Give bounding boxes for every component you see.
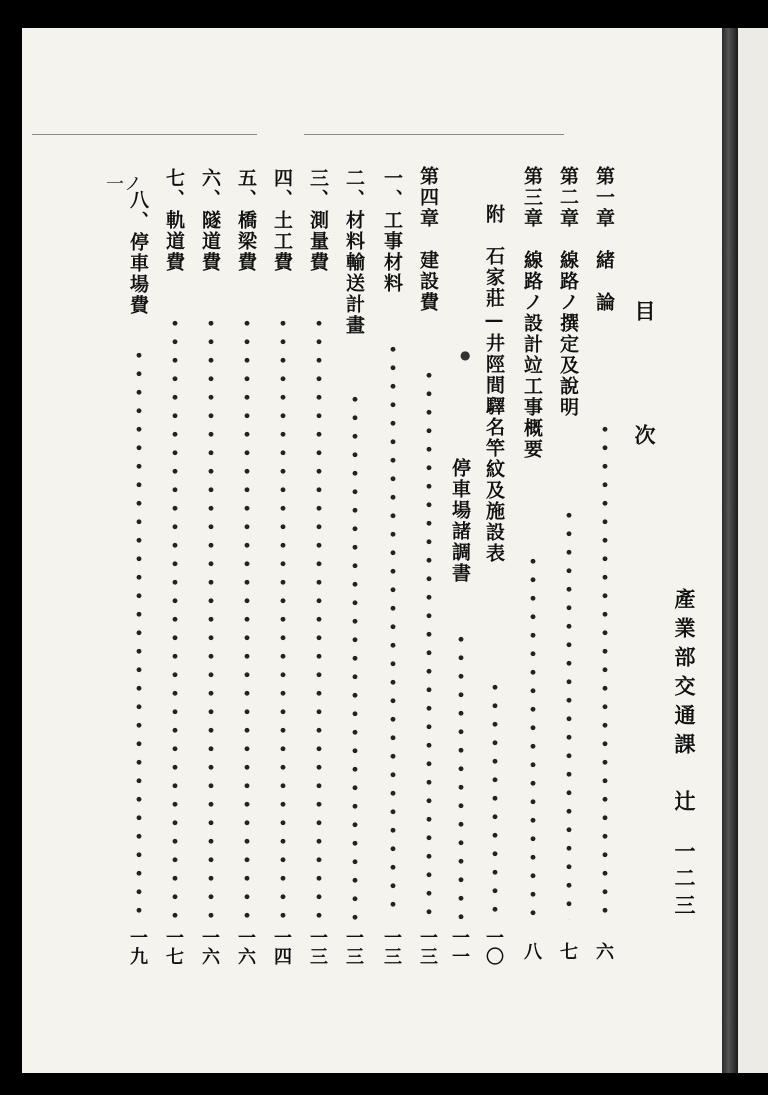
leader-dots — [134, 346, 144, 920]
toc-entry-label: 第三章 線路ノ設計竝工事概要 — [521, 166, 543, 460]
author-number: 一二三 — [672, 840, 697, 921]
toc-entry-label: 第二章 線路ノ撰定及說明 — [557, 166, 579, 418]
ink-mark: ● — [460, 348, 471, 362]
leader-dots — [314, 314, 324, 920]
toc-entry-page: 六 — [593, 942, 614, 961]
toc-entry-label: 一、工事材料 — [381, 168, 403, 294]
toc-entry-page: 一六 — [199, 928, 220, 966]
toc-entry-page: 一四 — [271, 928, 292, 966]
leader-dots — [278, 314, 288, 920]
top-rule-right — [304, 134, 564, 135]
author-dept: 產業部交通課 — [672, 588, 697, 762]
leader-dots — [456, 630, 466, 920]
toc-entry-label: 七、軌道費 — [163, 168, 185, 273]
leader-dots — [350, 390, 360, 920]
toc-entry-page: 一九 — [127, 928, 148, 966]
toc-entry-label: 三、測量費 — [307, 168, 329, 273]
leader-dots — [242, 314, 252, 920]
toc-title-1: 目 — [632, 300, 657, 323]
toc-entry-page: 一三 — [381, 928, 402, 966]
leader-dots — [564, 506, 574, 920]
toc-entry-label: 五、橋梁費 — [235, 168, 257, 273]
toc-entry-label: 八、停車場費 — [127, 190, 149, 316]
toc-entry-page: 一六 — [235, 928, 256, 966]
folio-mark: 一ノ — [106, 174, 142, 195]
leader-dots — [528, 552, 538, 920]
toc-entry-page: 八 — [521, 942, 542, 961]
leader-dots — [600, 420, 610, 920]
toc-entry-page: 一〇 — [483, 928, 504, 966]
toc-title-2: 次 — [632, 424, 657, 447]
toc-entry-page: 一七 — [163, 928, 184, 966]
toc-entry-page: 一三 — [417, 928, 438, 966]
toc-entry-page: 一三 — [307, 928, 328, 966]
toc-entry-page: 一一 — [449, 928, 470, 966]
next-page-edge — [738, 28, 768, 1073]
toc-entry-label: 第四章 建設費 — [417, 166, 439, 313]
page-gutter — [722, 28, 738, 1073]
toc-entry-label: 第一章 緒 論 — [593, 166, 615, 313]
toc-entry-page: 七 — [557, 942, 578, 961]
toc-entry-label: 六、隧道費 — [199, 168, 221, 273]
leader-dots — [206, 314, 216, 920]
toc-entry-page: 一三 — [343, 928, 364, 966]
leader-dots — [388, 340, 398, 920]
leader-dots — [490, 678, 500, 920]
toc-entry-label: 四、土工費 — [271, 168, 293, 273]
toc-entry-label: 二、材料輸送計畫 — [343, 168, 365, 336]
leader-dots — [170, 314, 180, 920]
toc-entry-label: 附 石家莊—井陘間驛名竿紋及施設表 — [483, 204, 505, 564]
leader-dots — [424, 366, 434, 920]
author-name: 辻 — [672, 790, 697, 813]
document-page — [22, 28, 722, 1073]
top-rule-left — [32, 134, 257, 135]
toc-entry-label: 停車場諸調書 — [449, 458, 471, 584]
